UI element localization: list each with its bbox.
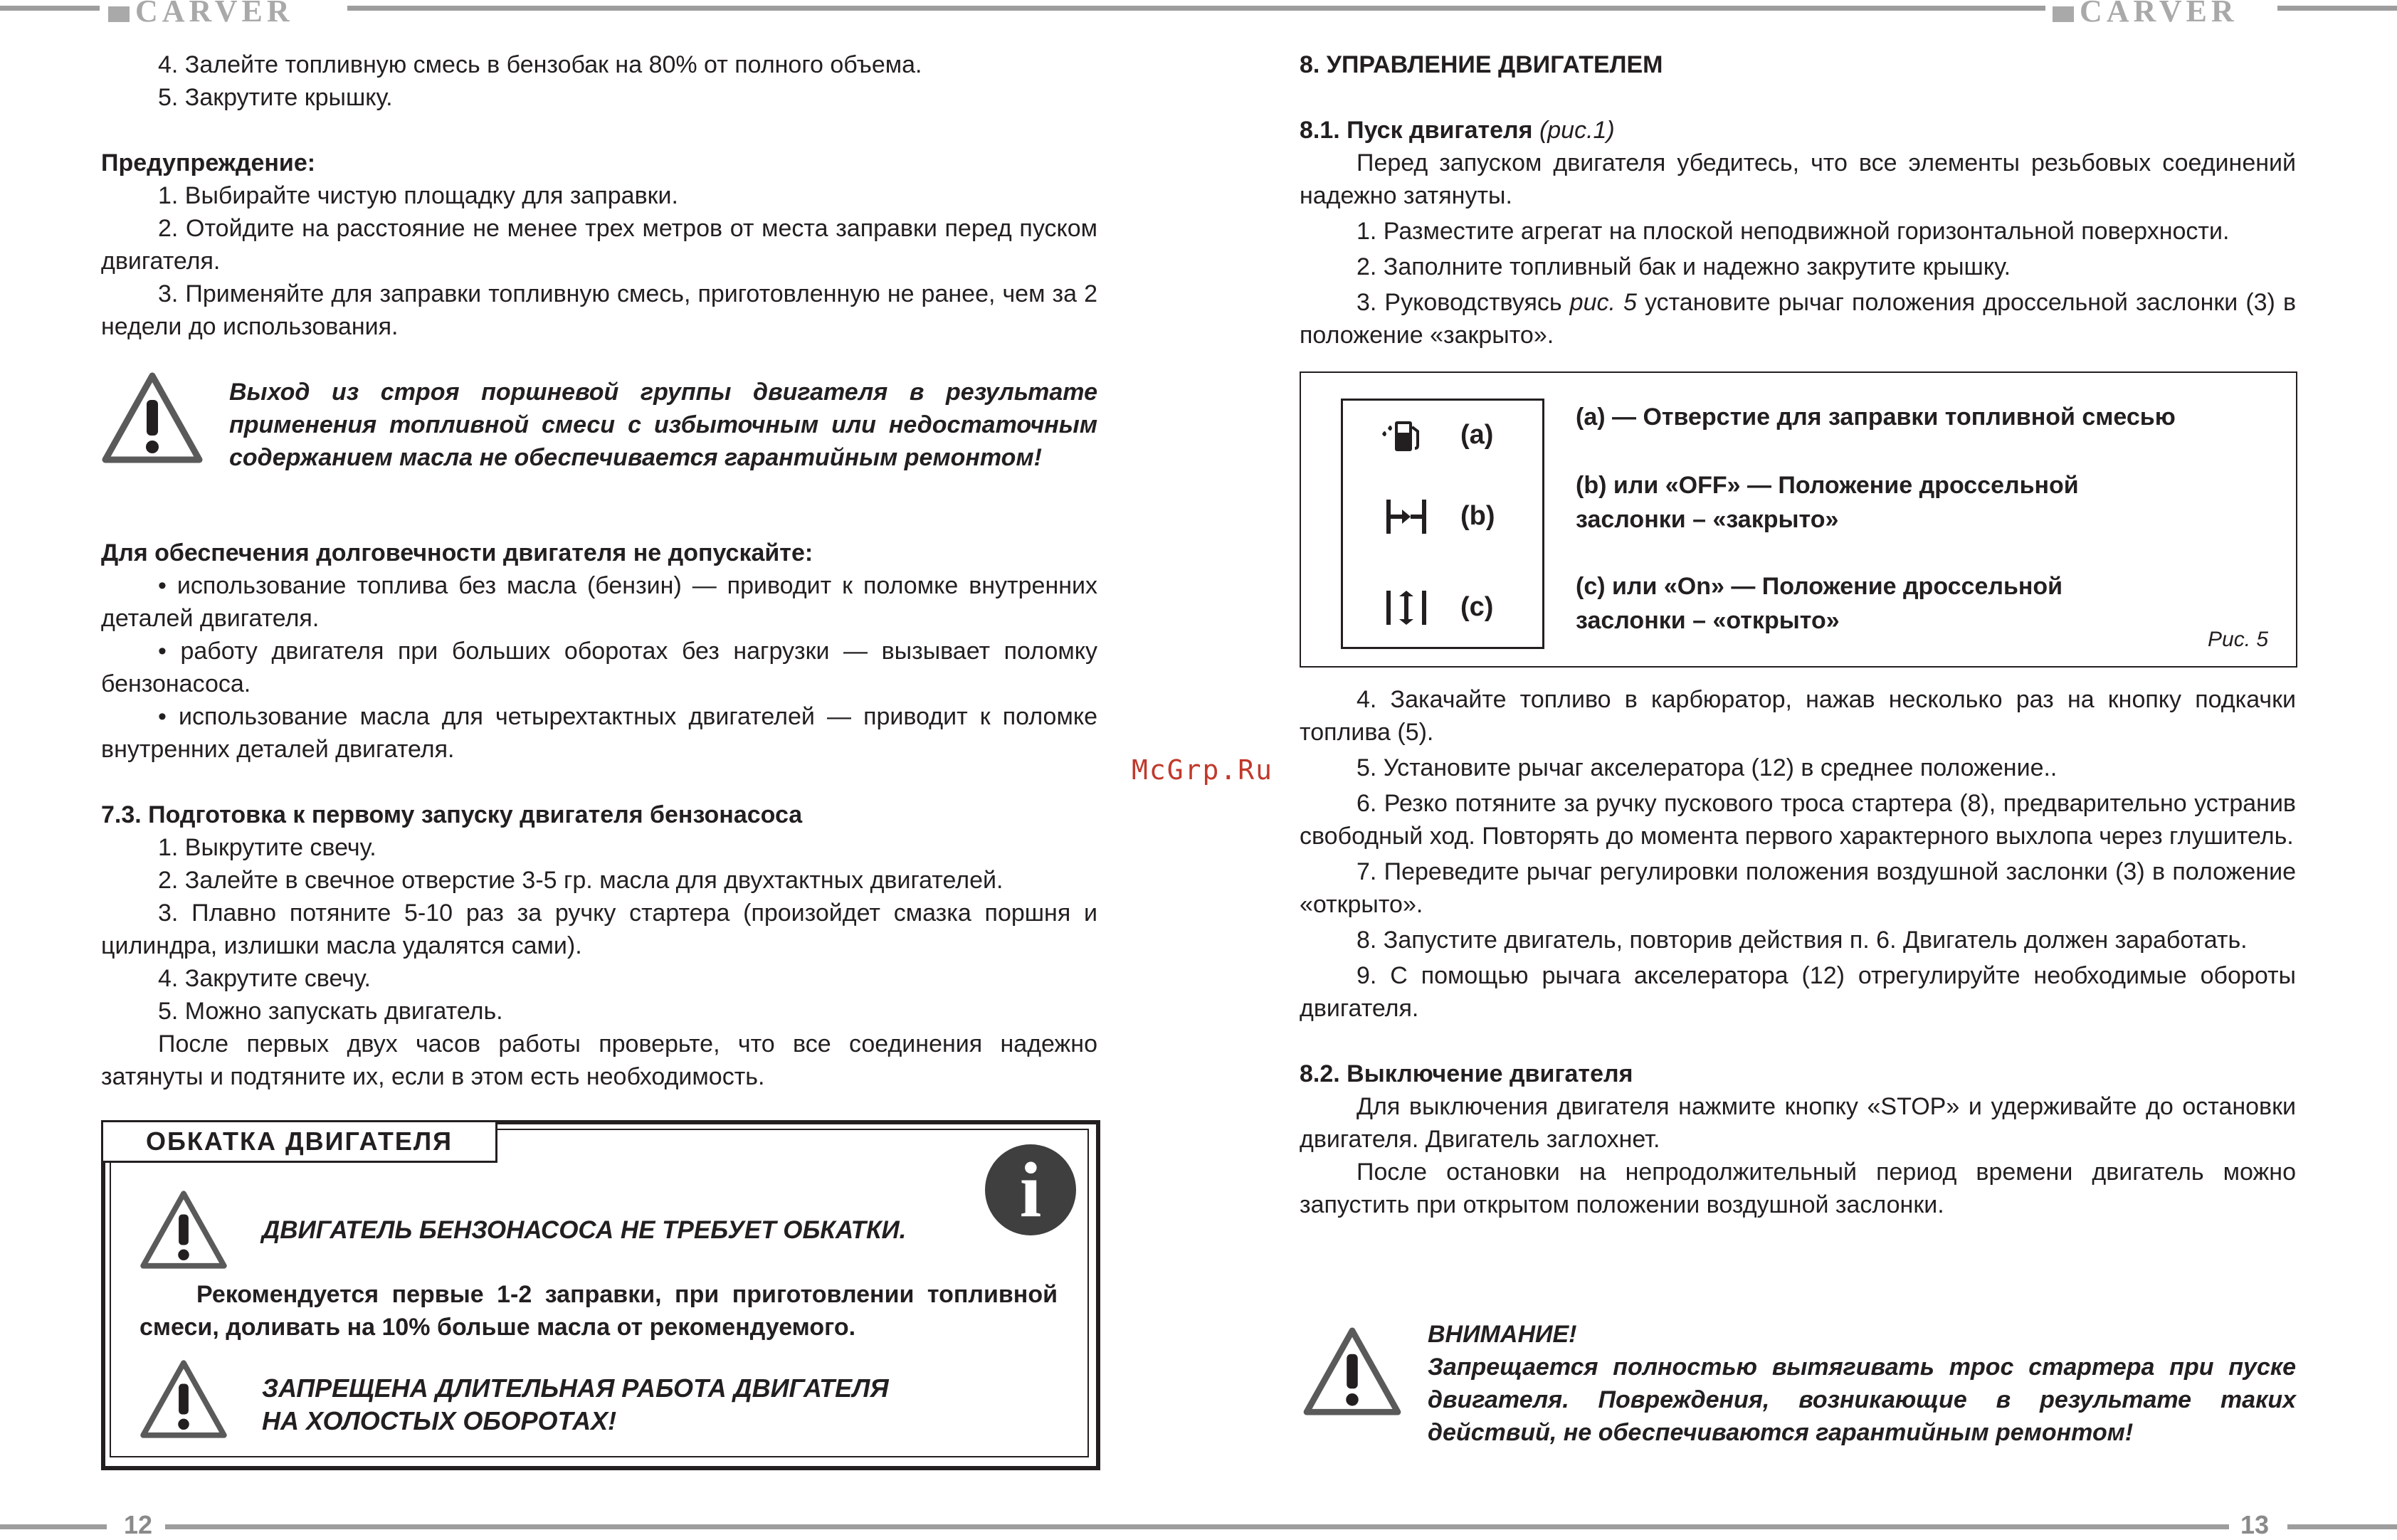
brand-text: CARVER [135, 0, 294, 28]
figure-desc-line: заслонки – «открыто» [1576, 607, 1840, 634]
brand-logo [108, 0, 294, 27]
durability-item [101, 635, 1097, 700]
bullet-icon: • [158, 572, 177, 599]
section-8-title: 8. УПРАВЛЕНИЕ ДВИГАТЕЛЕМ [1300, 51, 1663, 78]
durability-item-text: использование масла для четырехтактных двигателей — приводит к поломке внутренних деталей двигателя. [101, 703, 1097, 763]
section-8-2-title: 8.2. Выключение двигателя [1300, 1060, 1633, 1087]
header-rule [0, 6, 100, 11]
footer-rule [1198, 1524, 2229, 1529]
start-step-text: установите рычаг положения дроссельной заслонки (3) в положение «закрыто». [1300, 289, 2297, 349]
section-8-1-intro: Перед запуском двигателя убедитесь, что все элементы резьбовых соединений надежно затянуты. [1300, 149, 2296, 209]
warning-item: 1. Выбирайте чистую площадку для заправки. [158, 182, 678, 209]
breakin-tab-label: ОБКАТКА ДВИГАТЕЛЯ [101, 1120, 497, 1163]
idle-warning [262, 1372, 1045, 1438]
warning-triangle-icon [139, 1359, 228, 1439]
durability-section [101, 537, 1097, 1093]
figure-label-b: (b) [1460, 501, 1495, 531]
section-8-2-item: После остановки на непродолжительный период времени двигатель можно запустить при открытом положении воздушной заслонки. [1300, 1159, 2296, 1218]
durability-item-text: работу двигателя при больших оборотах без нагрузки — вызывает поломку бензонасоса. [101, 638, 1097, 697]
section-8-1-heading [1300, 114, 2296, 147]
figure-desc-c [1576, 569, 2063, 638]
brand-mark-icon [108, 6, 130, 22]
throttle-closed-icon [1385, 498, 1428, 535]
watermark: McGrp.Ru [1132, 754, 1274, 786]
section-8-1-ref: (рис.1) [1539, 117, 1615, 144]
section-7-3-item: 1. Выкрутите свечу. [158, 834, 376, 861]
figure-desc-line: (b) или «OFF» — Положение дроссельной [1576, 472, 2079, 499]
footer-rule [0, 1524, 107, 1529]
warranty-notice: Выход из строя поршневой группы двигателя в результате применения топливной смеси с избыточным или недостаточным содержанием масла не обеспечивается гарантийным ремонтом! [229, 379, 1097, 471]
start-step: 6. Резко потяните за ручку пускового троса стартера (8), предварительно устранив свободный ход. Повторять до момента первого характерного выхлопа через глушитель. [1300, 790, 2296, 850]
figure-caption: Рис. 5 [2208, 628, 2269, 651]
durability-title: Для обеспечения долговечности двигателя не допускайте: [101, 539, 813, 566]
header-rule [2277, 6, 2397, 11]
warning-triangle-icon [139, 1190, 228, 1270]
header-rule [1198, 6, 2045, 11]
section-7-3-item: 3. Плавно потяните 5-10 раз за ручку стартера (произойдет смазка поршня и цилиндра, излишки масла удалятся сами). [101, 900, 1097, 959]
attention-text: Запрещается полностью вытягивать трос стартера при пуске двигателя. Повреждения, возникающие в результате таких действий, не обеспечиваются гарантийным ремонтом! [1428, 1354, 2296, 1446]
start-step: 8. Запустите двигатель, повторив действия п. 6. Двигатель должен заработать. [1356, 927, 2248, 954]
idle-warning-line: ЗАПРЕЩЕНА ДЛИТЕЛЬНАЯ РАБОТА ДВИГАТЕЛЯ [262, 1373, 889, 1403]
fuel-step: 4. Залейте топливную смесь в бензобак на 80% от полного объема. [158, 51, 922, 78]
attention-block [1428, 1318, 2296, 1449]
left-page [0, 0, 1198, 1539]
start-step: 5. Установите рычаг акселератора (12) в среднее положение.. [1356, 754, 2058, 781]
section-7-3-title: 7.3. Подготовка к первому запуску двигателя бензонасоса [101, 801, 803, 828]
figure-desc-line: заслонки – «закрыто» [1576, 506, 1839, 533]
section-7-3-item: 5. Можно запускать двигатель. [158, 998, 503, 1025]
header-rule [347, 6, 1198, 11]
brand-logo [2053, 0, 2238, 27]
left-text-column [101, 48, 1097, 343]
durability-item [101, 569, 1097, 635]
figure-desc-b [1576, 468, 2079, 537]
start-step: 4. Закачайте топливо в карбюратор, нажав несколько раз на кнопку подкачки топлива (5). [1300, 686, 2296, 746]
throttle-open-icon [1385, 589, 1428, 626]
warning-title: Предупреждение: [101, 149, 316, 176]
figure-ref: рис. 5 [1569, 289, 1637, 316]
start-step-text: 3. Руководствуясь [1356, 289, 1570, 316]
info-icon: i [985, 1144, 1076, 1235]
brand-text: CARVER [2080, 0, 2238, 28]
start-step: 1. Разместите агрегат на плоской неподвижной горизонтальной поверхности. [1356, 218, 2230, 245]
fuel-step: 5. Закрутите крышку. [158, 84, 393, 111]
fuel-pump-icon [1378, 416, 1423, 454]
figure-label-c: (c) [1460, 592, 1494, 622]
figure-desc-line: (c) или «On» — Положение дроссельной [1576, 573, 2063, 600]
figure-5-icon-panel [1341, 399, 1544, 649]
right-text-column-bottom [1300, 683, 2296, 1221]
figure-desc-a: (a) — Отверстие для заправки топливной смесью [1576, 404, 2176, 431]
figure-label-a: (a) [1460, 420, 1494, 450]
start-step [1300, 286, 2296, 352]
section-7-3-item: После первых двух часов работы проверьте, что все соединения надежно затянуты и подтяните их, если в этом есть необходимость. [101, 1030, 1097, 1090]
section-7-3-item: 4. Закрутите свечу. [158, 965, 371, 992]
warning-triangle-icon [1302, 1327, 1402, 1416]
brand-mark-icon [2053, 6, 2074, 22]
durability-item-text: использование топлива без масла (бензин) — приводит к поломке внутренних деталей двигателя. [101, 572, 1097, 632]
right-page [1198, 0, 2397, 1539]
idle-warning-line: НА ХОЛОСТЫХ ОБОРОТАХ! [262, 1406, 617, 1435]
warning-triangle-icon [101, 371, 204, 464]
warning-item: 2. Отойдите на расстояние не менее трех метров от места заправки перед пуском двигателя. [101, 215, 1097, 275]
footer-rule [2287, 1524, 2397, 1529]
breakin-recommendation: Рекомендуется первые 1-2 заправки, при приготовлении топливной смеси, доливать на 10% больше масла от рекомендуемого. [139, 1281, 1058, 1341]
bullet-icon: • [158, 703, 179, 730]
warning-item: 3. Применяйте для заправки топливную смесь, приготовленную не ранее, чем за 2 недели до использования. [101, 280, 1097, 340]
durability-item [101, 700, 1097, 766]
section-8-2-item: Для выключения двигателя нажмите кнопку «STOP» и удерживайте до остановки двигателя. Двигатель заглохнет. [1300, 1093, 2296, 1153]
footer-rule [165, 1524, 1198, 1529]
start-step: 7. Переведите рычаг регулировки положения воздушной заслонки (3) в положение «открыто». [1300, 858, 2296, 918]
no-breakin-notice: ДВИГАТЕЛЬ БЕНЗОНАСОСА НЕ ТРЕБУЕТ ОБКАТКИ. [262, 1216, 907, 1244]
right-text-column-top [1300, 48, 2296, 352]
attention-title: ВНИМАНИЕ! [1428, 1321, 1577, 1348]
page-number: 12 [124, 1510, 153, 1539]
section-8-1-title: 8.1. Пуск двигателя [1300, 117, 1533, 144]
start-step: 9. С помощью рычага акселератора (12) отрегулируйте необходимые обороты двигателя. [1300, 962, 2296, 1022]
start-step: 2. Заполните топливный бак и надежно закрутите крышку. [1356, 253, 2011, 280]
page-number: 13 [2240, 1510, 2270, 1539]
section-7-3-item: 2. Залейте в свечное отверстие 3-5 гр. масла для двухтактных двигателей. [158, 867, 1003, 894]
bullet-icon: • [158, 638, 181, 665]
